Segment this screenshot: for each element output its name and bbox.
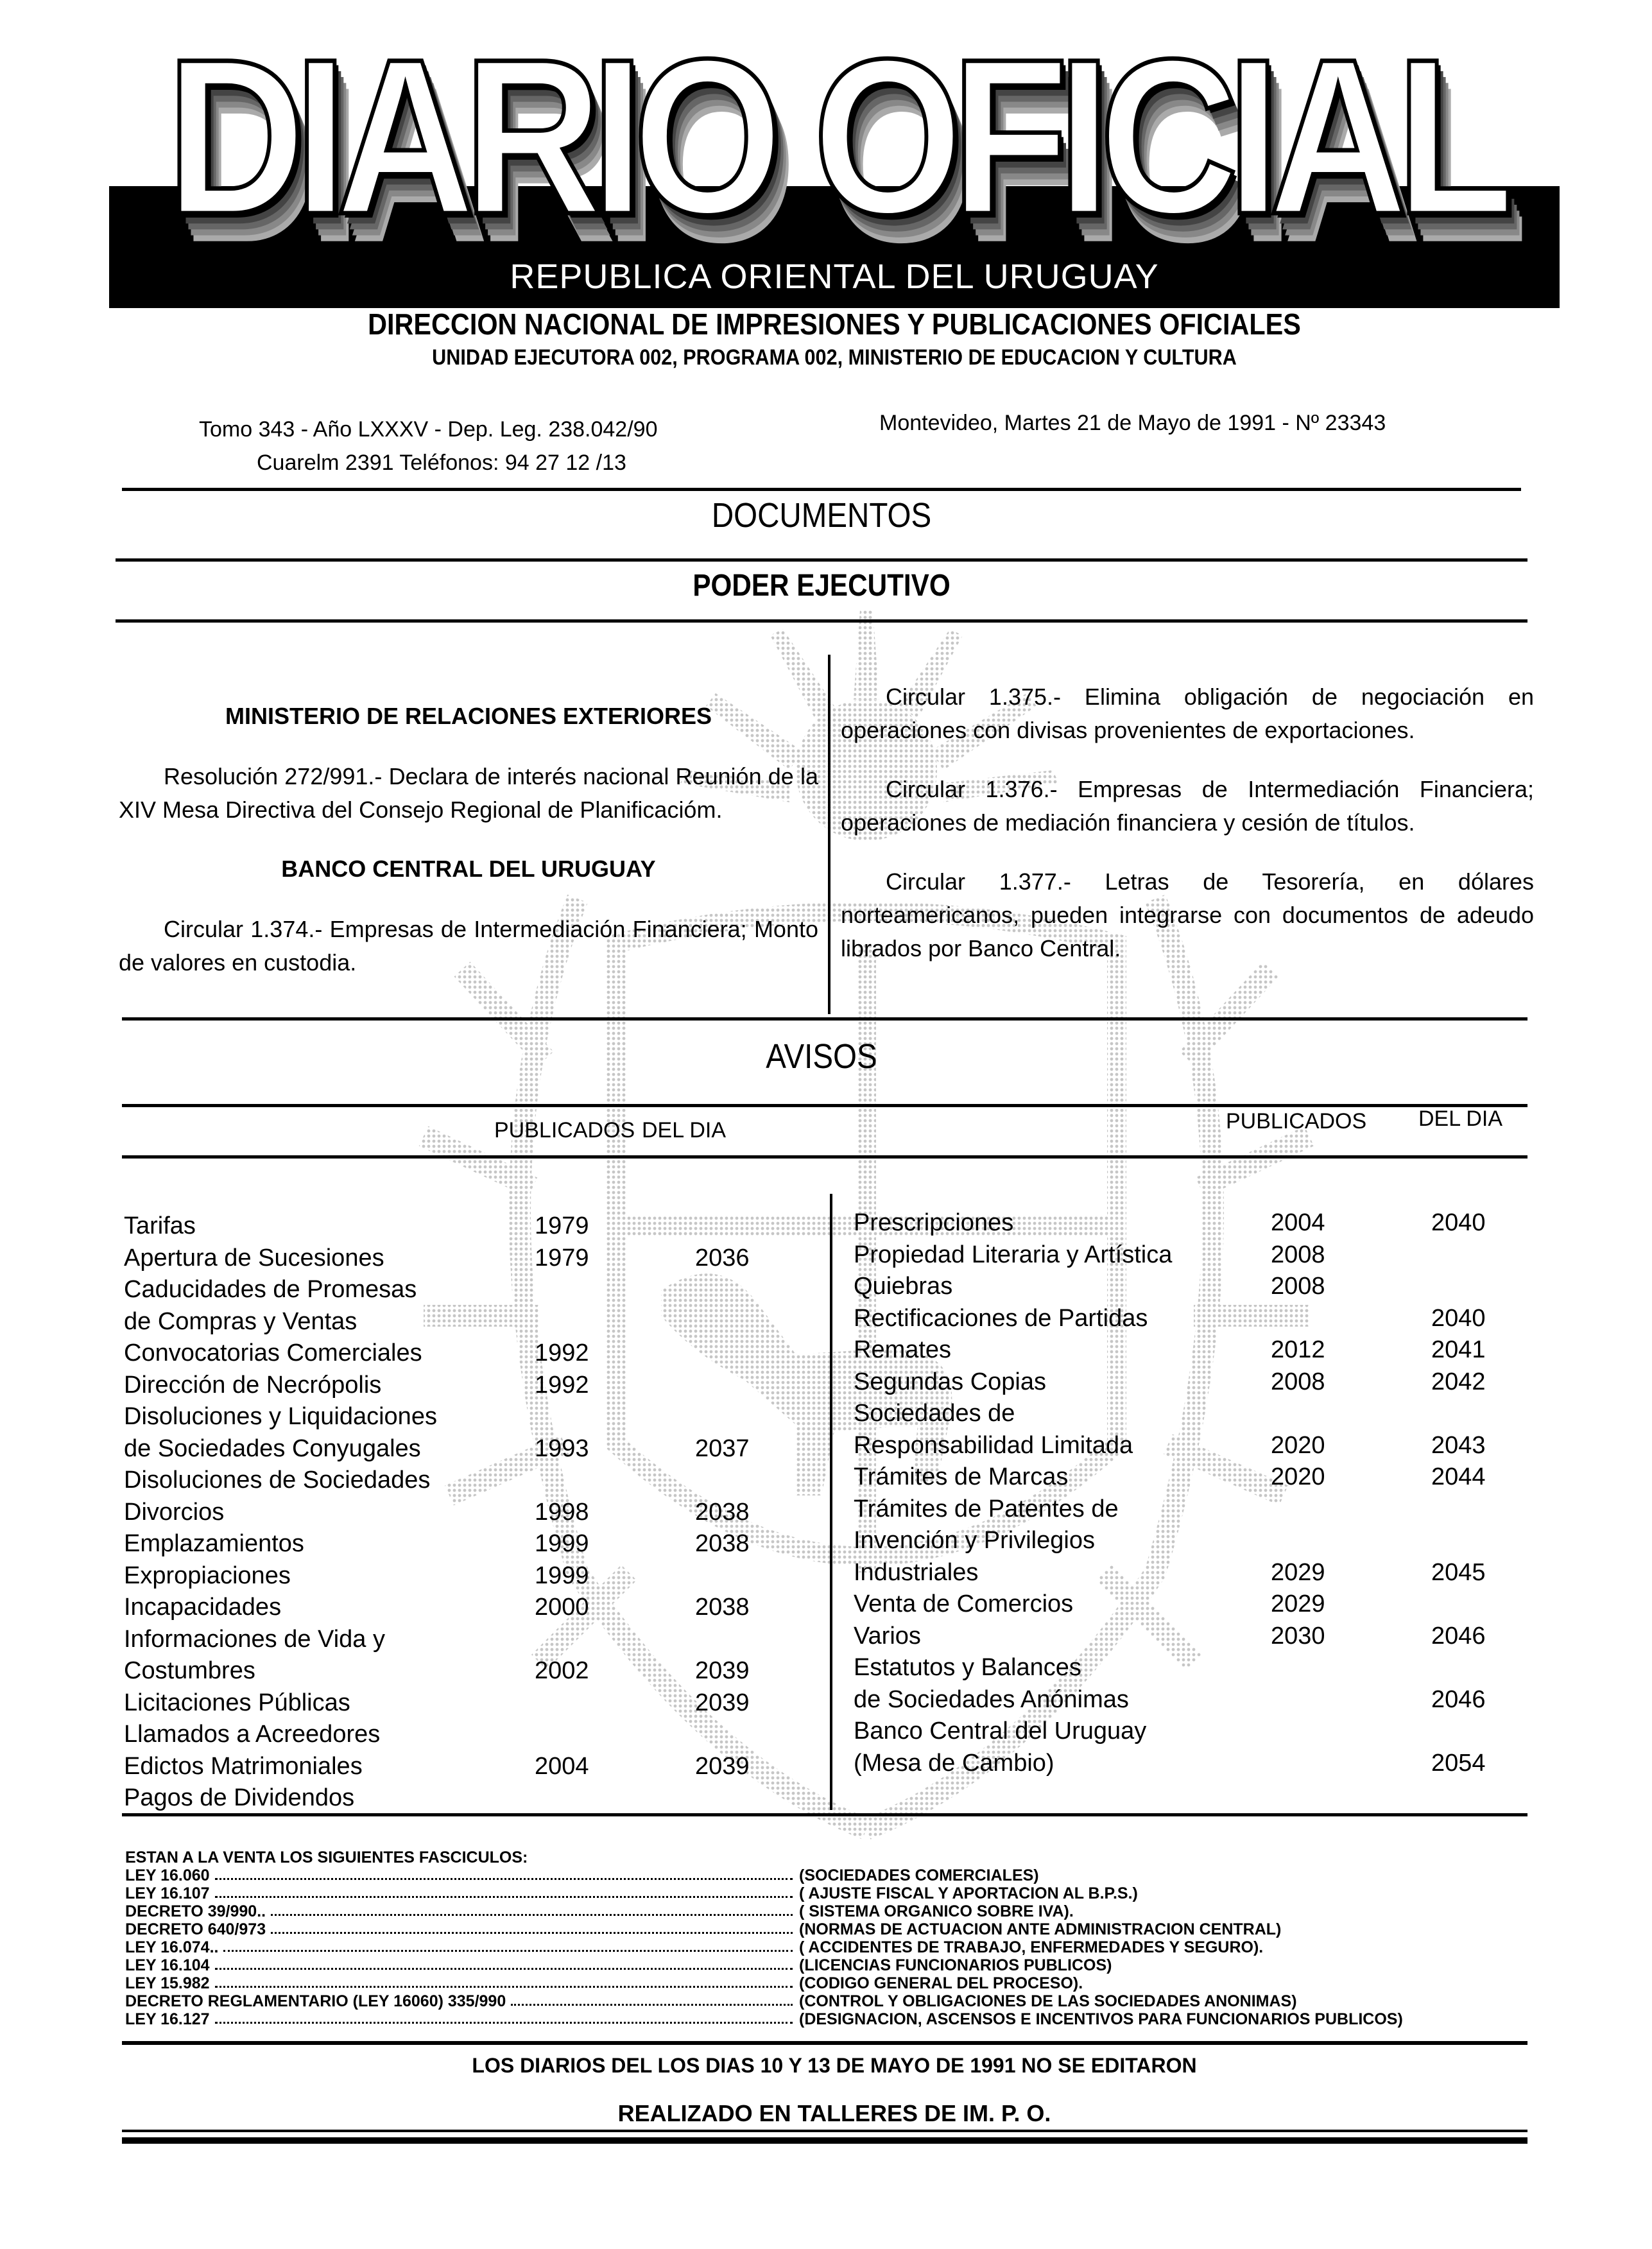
- fasciculo-row: [125, 1992, 1537, 2010]
- aviso-row: [854, 1715, 1534, 1747]
- aviso-publicados: 1999: [535, 1530, 589, 1557]
- aviso-row: [854, 1302, 1534, 1334]
- leader-dots: [215, 1956, 793, 1970]
- aviso-row: [124, 1528, 823, 1560]
- aviso-publicados: 2008: [1271, 1241, 1325, 1268]
- masthead-title: DIARIO OFICIAL: [166, 12, 1502, 261]
- aviso-del-dia: 2040: [1431, 1304, 1486, 1332]
- aviso-name: Tarifas: [124, 1212, 196, 1239]
- aviso-row: [124, 1750, 823, 1782]
- aviso-row: [854, 1620, 1534, 1652]
- aviso-row: [854, 1461, 1534, 1493]
- aviso-name: Remates: [854, 1336, 952, 1363]
- divider: [122, 1155, 1527, 1159]
- documentos-left-column: [119, 700, 818, 1005]
- aviso-name: Propiedad Literaria y Artística: [854, 1241, 1173, 1268]
- aviso-name: Trámites de Patentes de: [854, 1495, 1119, 1522]
- fasciculo-description: (DESIGNACION, ASCENSOS E INCENTIVOS PARA FUNCIONARIOS PUBLICOS): [799, 2010, 1403, 2028]
- aviso-publicados: 1992: [535, 1340, 589, 1366]
- fasciculo-code: DECRETO 640/973: [125, 1920, 266, 1938]
- aviso-del-dia: 2041: [1431, 1336, 1486, 1363]
- aviso-del-dia: 2044: [1431, 1463, 1486, 1490]
- fasciculo-description: (CONTROL Y OBLIGACIONES DE LAS SOCIEDADES ANONIMAS): [799, 1992, 1297, 2010]
- aviso-name: de Compras y Ventas: [124, 1307, 357, 1335]
- aviso-row: [854, 1366, 1534, 1398]
- aviso-name: Prescripciones: [854, 1209, 1014, 1236]
- aviso-name: Incapacidades: [124, 1594, 282, 1621]
- leader-dots: [271, 1902, 793, 1916]
- aviso-name: Trámites de Marcas: [854, 1463, 1069, 1490]
- fasciculo-row: [125, 1866, 1537, 1884]
- aviso-publicados: 2020: [1271, 1431, 1325, 1459]
- aviso-name: Apertura de Sucesiones: [124, 1244, 384, 1271]
- fasciculo-row: [125, 1884, 1537, 1902]
- issue-date: Montevideo, Martes 21 de Mayo de 1991 - Nº 23343: [879, 411, 1386, 435]
- divider: [122, 1017, 1527, 1021]
- aviso-publicados: 1993: [535, 1435, 589, 1462]
- issue-address: Cuarelm 2391 Teléfonos: 94 27 12 /13: [257, 451, 626, 475]
- org-heading: MINISTERIO DE RELACIONES EXTERIORES: [225, 703, 712, 729]
- aviso-row: [124, 1242, 823, 1274]
- aviso-name: de Sociedades Anónimas: [854, 1685, 1129, 1713]
- aviso-publicados: 2004: [535, 1752, 589, 1780]
- aviso-name: Rectificaciones de Partidas: [854, 1304, 1148, 1332]
- aviso-name: (Mesa de Cambio): [854, 1749, 1054, 1777]
- fasciculo-code: DECRETO REGLAMENTARIO (LEY 16060) 335/990: [125, 1992, 506, 2010]
- aviso-del-dia: 2043: [1431, 1431, 1486, 1459]
- aviso-del-dia: 2037: [695, 1435, 750, 1462]
- aviso-name: Invención y Privilegios: [854, 1527, 1095, 1554]
- leader-dots: [215, 1884, 793, 1898]
- aviso-row: [124, 1560, 823, 1592]
- publisher-name: DIRECCION NACIONAL DE IMPRESIONES Y PUBLICACIONES OFICIALES: [368, 307, 1301, 341]
- fasciculo-description: ( AJUSTE FISCAL Y APORTACION AL B.P.S.): [799, 1884, 1138, 1902]
- column-header-publicados: PUBLICADOS: [1226, 1109, 1367, 1133]
- leader-dots: [215, 2010, 793, 2024]
- aviso-del-dia: 2046: [1431, 1622, 1486, 1650]
- aviso-del-dia: 2039: [695, 1689, 750, 1716]
- aviso-name: Costumbres: [124, 1657, 255, 1684]
- aviso-publicados: 2029: [1271, 1558, 1325, 1586]
- aviso-publicados: 2029: [1271, 1590, 1325, 1617]
- fasciculo-code: LEY 16.107: [125, 1884, 210, 1902]
- fasciculo-row: [125, 1920, 1537, 1938]
- fasciculo-code: LEY 15.982: [125, 1974, 210, 1992]
- column-divider: [830, 1194, 832, 1810]
- aviso-row: [124, 1591, 823, 1623]
- fasciculo-row: [125, 1974, 1537, 1992]
- divider: [116, 558, 1527, 562]
- aviso-name: Pagos de Dividendos: [124, 1784, 355, 1811]
- aviso-del-dia: 2038: [695, 1594, 750, 1621]
- aviso-row: [854, 1588, 1534, 1620]
- aviso-name: Responsabilidad Limitada: [854, 1431, 1133, 1459]
- fasciculo-description: (NORMAS DE ACTUACION ANTE ADMINISTRACION CENTRAL): [799, 1920, 1282, 1938]
- aviso-row: [124, 1655, 823, 1687]
- aviso-name: Edictos Matrimoniales: [124, 1752, 363, 1780]
- avisos-table-right: [854, 1207, 1534, 1816]
- aviso-name: Divorcios: [124, 1498, 225, 1526]
- document-entry: Resolución 272/991.- Declara de interés nacional Reunión de la XIV Mesa Directiva del Consejo Regional de Planificacióm.: [119, 763, 818, 823]
- document-entry: Circular 1.374.- Empresas de Intermediación Financiera; Monto de valores en custodia.: [119, 916, 818, 976]
- footer-printer: REALIZADO EN TALLERES DE IM. P. O.: [617, 2100, 1051, 2126]
- aviso-row: [124, 1464, 823, 1496]
- divider: [122, 1813, 1527, 1816]
- aviso-del-dia: 2045: [1431, 1558, 1486, 1586]
- fasciculo-description: (SOCIEDADES COMERCIALES): [799, 1866, 1039, 1884]
- leader-dots: [271, 1920, 793, 1934]
- aviso-name: Disoluciones y Liquidaciones: [124, 1403, 437, 1430]
- divider: [122, 2130, 1527, 2132]
- fasciculo-row: [125, 1938, 1537, 1956]
- fasciculo-description: (LICENCIAS FUNCIONARIOS PUBLICOS): [799, 1956, 1112, 1974]
- aviso-del-dia: 2054: [1431, 1749, 1486, 1777]
- aviso-name: Banco Central del Uruguay: [854, 1718, 1147, 1745]
- aviso-name: Dirección de Necrópolis: [124, 1371, 382, 1399]
- column-header-del-dia: DEL DIA: [1418, 1107, 1503, 1131]
- aviso-del-dia: 2046: [1431, 1685, 1486, 1713]
- avisos-table-left: [124, 1210, 823, 1820]
- aviso-row: [124, 1623, 823, 1655]
- aviso-row: [854, 1556, 1534, 1589]
- aviso-name: Sociedades de: [854, 1400, 1015, 1427]
- aviso-row: [124, 1496, 823, 1528]
- fasciculos-items: [125, 1866, 1537, 2028]
- aviso-row: [854, 1493, 1534, 1525]
- aviso-row: [124, 1337, 823, 1369]
- masthead-subtitle: REPUBLICA ORIENTAL DEL URUGUAY: [510, 257, 1159, 296]
- leader-dots: [215, 1866, 793, 1880]
- divider-thick: [122, 2137, 1527, 2144]
- fasciculo-code: LEY 16.074..: [125, 1938, 219, 1956]
- aviso-del-dia: 2038: [695, 1530, 750, 1557]
- aviso-del-dia: 2036: [695, 1244, 750, 1271]
- aviso-name: Segundas Copias: [854, 1368, 1046, 1395]
- aviso-publicados: 1979: [535, 1244, 589, 1271]
- aviso-row: [124, 1687, 823, 1719]
- aviso-row: [854, 1651, 1534, 1684]
- aviso-row: [854, 1207, 1534, 1239]
- fasciculo-description: ( ACCIDENTES DE TRABAJO, ENFERMEDADES Y SEGURO).: [799, 1938, 1264, 1956]
- aviso-publicados: 2008: [1271, 1368, 1325, 1395]
- section-title-avisos: AVISOS: [766, 1037, 877, 1076]
- fasciculos-list: [125, 1848, 1537, 2028]
- divider: [122, 2041, 1527, 2045]
- fasciculos-heading: ESTAN A LA VENTA LOS SIGUIENTES FASCICULOS:: [125, 1848, 528, 1866]
- aviso-name: Estatutos y Balances: [854, 1654, 1081, 1681]
- divider: [122, 488, 1521, 491]
- fasciculo-description: ( SISTEMA ORGANICO SOBRE IVA).: [799, 1902, 1074, 1920]
- aviso-name: Informaciones de Vida y: [124, 1625, 385, 1653]
- aviso-name: Expropiaciones: [124, 1562, 291, 1589]
- aviso-name: Quiebras: [854, 1273, 953, 1300]
- aviso-publicados: 2030: [1271, 1622, 1325, 1650]
- aviso-publicados: 2004: [1271, 1209, 1325, 1236]
- aviso-del-dia: 2039: [695, 1752, 750, 1780]
- leader-dots: [215, 1974, 793, 1988]
- fasciculo-code: LEY 16.060: [125, 1866, 210, 1884]
- aviso-row: [124, 1782, 823, 1814]
- aviso-name: Llamados a Acreedores: [124, 1721, 381, 1748]
- aviso-publicados: 1979: [535, 1212, 589, 1239]
- aviso-name: Venta de Comercios: [854, 1590, 1074, 1617]
- aviso-name: Industriales: [854, 1558, 979, 1586]
- document-entry: Circular 1.376.- Empresas de Intermediación Financiera; operaciones de mediación financiera y cesión de títulos.: [841, 776, 1534, 836]
- leader-dots: [223, 1938, 793, 1952]
- aviso-row: [854, 1429, 1534, 1461]
- section-title-documentos: DOCUMENTOS: [711, 496, 932, 535]
- fasciculo-row: [125, 1956, 1537, 1974]
- aviso-publicados: 1992: [535, 1371, 589, 1399]
- divider: [122, 1104, 1527, 1107]
- aviso-del-dia: 2040: [1431, 1209, 1486, 1236]
- aviso-row: [854, 1524, 1534, 1556]
- issue-volume: Tomo 343 - Año LXXXV - Dep. Leg. 238.042/90: [199, 417, 658, 442]
- aviso-name: Disoluciones de Sociedades: [124, 1467, 431, 1494]
- divider: [116, 619, 1527, 623]
- fasciculo-code: LEY 16.127: [125, 2010, 210, 2028]
- fasciculo-description: (CODIGO GENERAL DEL PROCESO).: [799, 1974, 1083, 1992]
- org-heading: BANCO CENTRAL DEL URUGUAY: [281, 856, 656, 882]
- fasciculo-code: DECRETO 39/990..: [125, 1902, 266, 1920]
- aviso-row: [854, 1397, 1534, 1429]
- aviso-publicados: 2000: [535, 1594, 589, 1621]
- aviso-row: [124, 1210, 823, 1242]
- aviso-row: [854, 1270, 1534, 1302]
- aviso-del-dia: 2038: [695, 1498, 750, 1526]
- aviso-name: Emplazamientos: [124, 1530, 304, 1557]
- aviso-publicados: 2020: [1271, 1463, 1325, 1490]
- aviso-row: [854, 1684, 1534, 1716]
- leader-dots: [511, 1992, 793, 2006]
- aviso-publicados: 2008: [1271, 1273, 1325, 1300]
- aviso-publicados: 2002: [535, 1657, 589, 1684]
- aviso-row: [124, 1718, 823, 1750]
- fasciculo-row: [125, 2010, 1537, 2028]
- aviso-del-dia: 2039: [695, 1657, 750, 1684]
- aviso-publicados: 1999: [535, 1562, 589, 1589]
- document-entry: Circular 1.377.- Letras de Tesorería, en dólares norteamericanos, pueden integrarse con documentos de adeudo librados por Banco Central.: [841, 868, 1534, 961]
- aviso-row: [124, 1305, 823, 1338]
- aviso-row: [124, 1369, 823, 1401]
- fasciculo-row: [125, 1902, 1537, 1920]
- aviso-name: Caducidades de Promesas: [124, 1276, 417, 1303]
- documentos-right-column: [841, 680, 1534, 991]
- fasciculo-code: LEY 16.104: [125, 1956, 210, 1974]
- aviso-row: [854, 1747, 1534, 1779]
- column-header-publicados: PUBLICADOS: [494, 1118, 635, 1142]
- section-title-poder-ejecutivo: PODER EJECUTIVO: [693, 569, 951, 603]
- aviso-row: [854, 1334, 1534, 1366]
- aviso-name: de Sociedades Conyugales: [124, 1435, 421, 1462]
- aviso-del-dia: 2042: [1431, 1368, 1486, 1395]
- aviso-name: Convocatorias Comerciales: [124, 1340, 422, 1366]
- aviso-row: [854, 1239, 1534, 1271]
- footer-notice: LOS DIARIOS DEL LOS DIAS 10 Y 13 DE MAYO DE 1991 NO SE EDITARON: [472, 2054, 1197, 2077]
- column-header-del-dia: DEL DIA: [642, 1118, 727, 1142]
- column-divider: [828, 655, 830, 1014]
- aviso-publicados: 1998: [535, 1498, 589, 1526]
- aviso-row: [124, 1433, 823, 1465]
- aviso-publicados: 2012: [1271, 1336, 1325, 1363]
- aviso-row: [124, 1400, 823, 1433]
- publisher-unit: UNIDAD EJECUTORA 002, PROGRAMA 002, MINISTERIO DE EDUCACION Y CULTURA: [432, 345, 1237, 370]
- aviso-name: Licitaciones Públicas: [124, 1689, 350, 1716]
- document-entry: Circular 1.375.- Elimina obligación de negociación en operaciones con divisas provenientes de exportaciones.: [841, 684, 1534, 743]
- aviso-row: [124, 1273, 823, 1305]
- aviso-name: Varios: [854, 1622, 921, 1650]
